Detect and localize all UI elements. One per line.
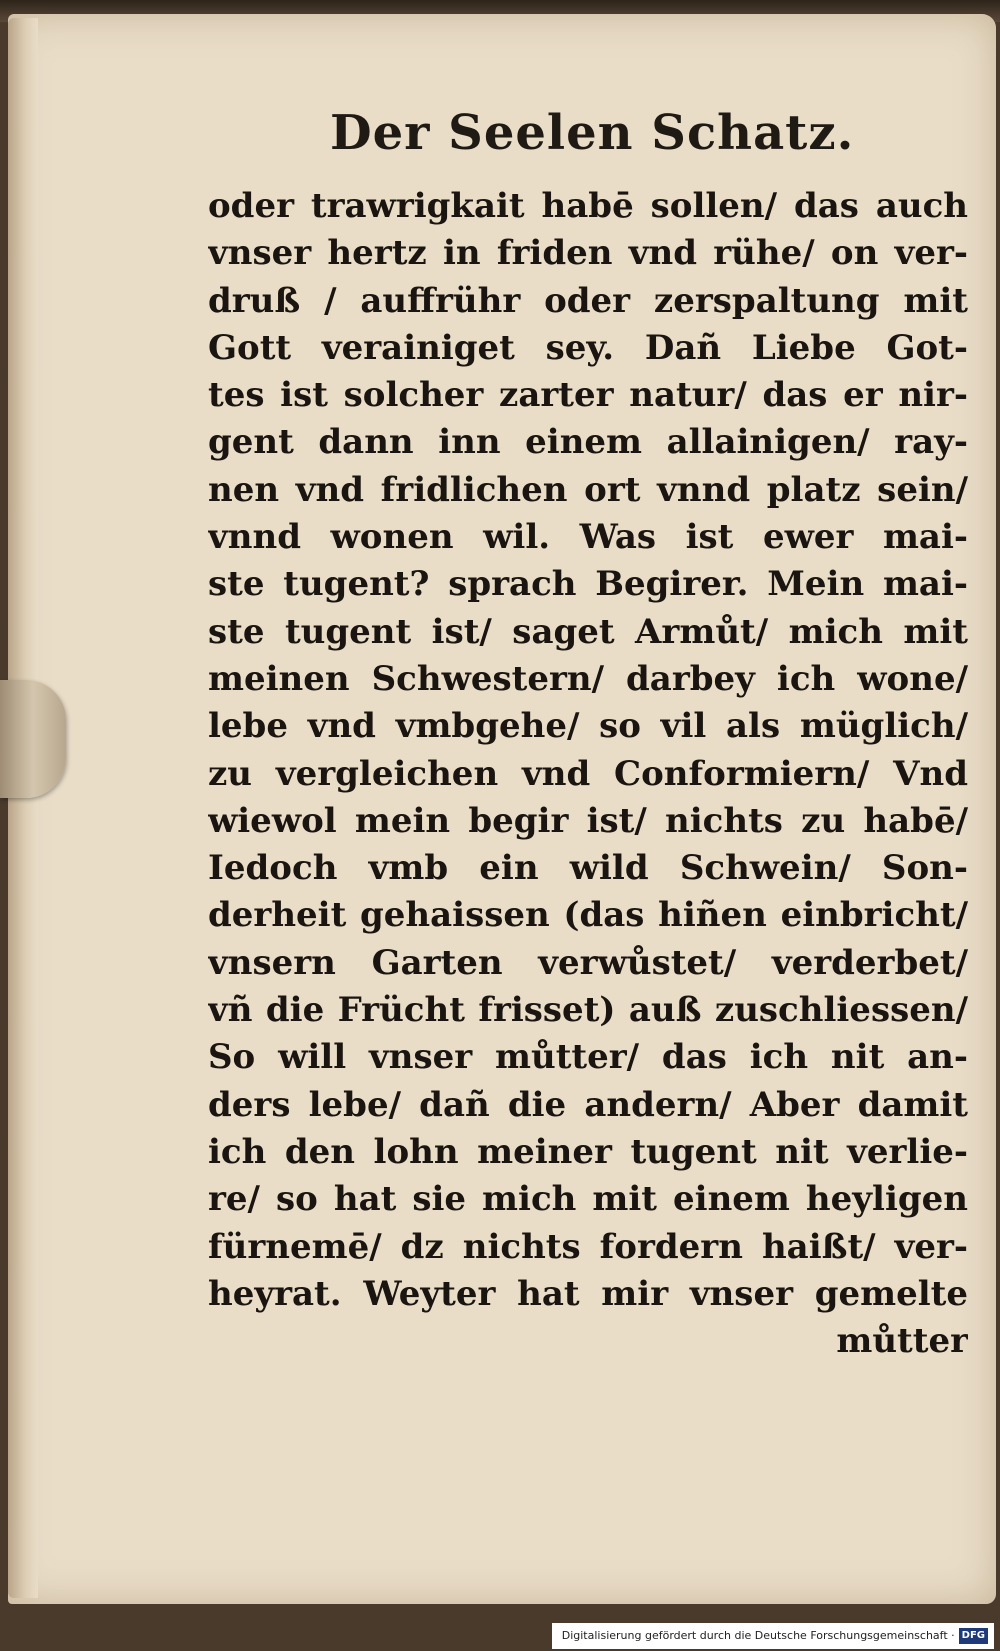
text-line: heyrat. Weyter hat mir vnser gemelte	[208, 1273, 968, 1314]
text-line: fürnemē/ dz nichts fordern haißt/ ver-	[208, 1226, 968, 1267]
dfg-logo: DFG	[959, 1628, 988, 1644]
digitization-credit	[552, 1623, 994, 1649]
text-line: tes ist solcher zarter natur/ das er nir-	[208, 375, 968, 416]
text-line: gent dann inn einem allainigen/ ray-	[208, 422, 968, 463]
catchword: můtter	[836, 1321, 968, 1362]
text-line: vnsern Garten verwůstet/ verderbet/	[208, 942, 968, 983]
page-edge	[8, 18, 38, 1598]
running-head: Der Seelen Schatz.	[330, 105, 855, 161]
text-line: meinen Schwestern/ darbey ich wone/	[208, 658, 968, 699]
text-line: Gott verainiget sey. Dañ Liebe Got-	[208, 327, 968, 368]
text-line: ich den lohn meiner tugent nit verlie-	[208, 1131, 968, 1172]
credit-text: Digitalisierung gefördert durch die Deutsche Forschungsgemeinschaft ·	[561, 1629, 955, 1642]
text-line: re/ so hat sie mich mit einem heyligen	[208, 1179, 968, 1220]
text-line: wiewol mein begir ist/ nichts zu habē/	[208, 800, 968, 841]
text-line: druß / auffrühr oder zerspaltung mit	[208, 280, 968, 321]
text-line: Iedoch vmb ein wild Schwein/ Son-	[208, 848, 968, 889]
book-clasp	[0, 680, 66, 798]
text-line: ders lebe/ dañ die andern/ Aber damit	[208, 1084, 968, 1125]
text-line: vnnd wonen wil. Was ist ewer mai-	[208, 517, 968, 558]
text-line: So will vnser můtter/ das ich nit an-	[208, 1037, 968, 1078]
text-line: zu vergleichen vnd Conformiern/ Vnd	[208, 753, 968, 794]
text-line: derheit gehaissen (das hiñen einbricht/	[208, 895, 968, 936]
text-line: vñ die Frücht frisset) auß zuschliessen/	[208, 990, 968, 1031]
text-line: ste tugent? sprach Begirer. Mein mai-	[208, 564, 968, 605]
text-line: nen vnd fridlichen ort vnnd platz sein/	[208, 469, 968, 510]
text-line: ste tugent ist/ saget Armůt/ mich mit	[208, 611, 968, 652]
text-line: oder trawrigkait habē sollen/ das auch	[208, 186, 968, 226]
body-text	[208, 183, 968, 1365]
text-line: vnser hertz in friden vnd rühe/ on ver-	[208, 233, 968, 274]
text-line: lebe vnd vmbgehe/ so vil als müglich/	[208, 706, 968, 747]
